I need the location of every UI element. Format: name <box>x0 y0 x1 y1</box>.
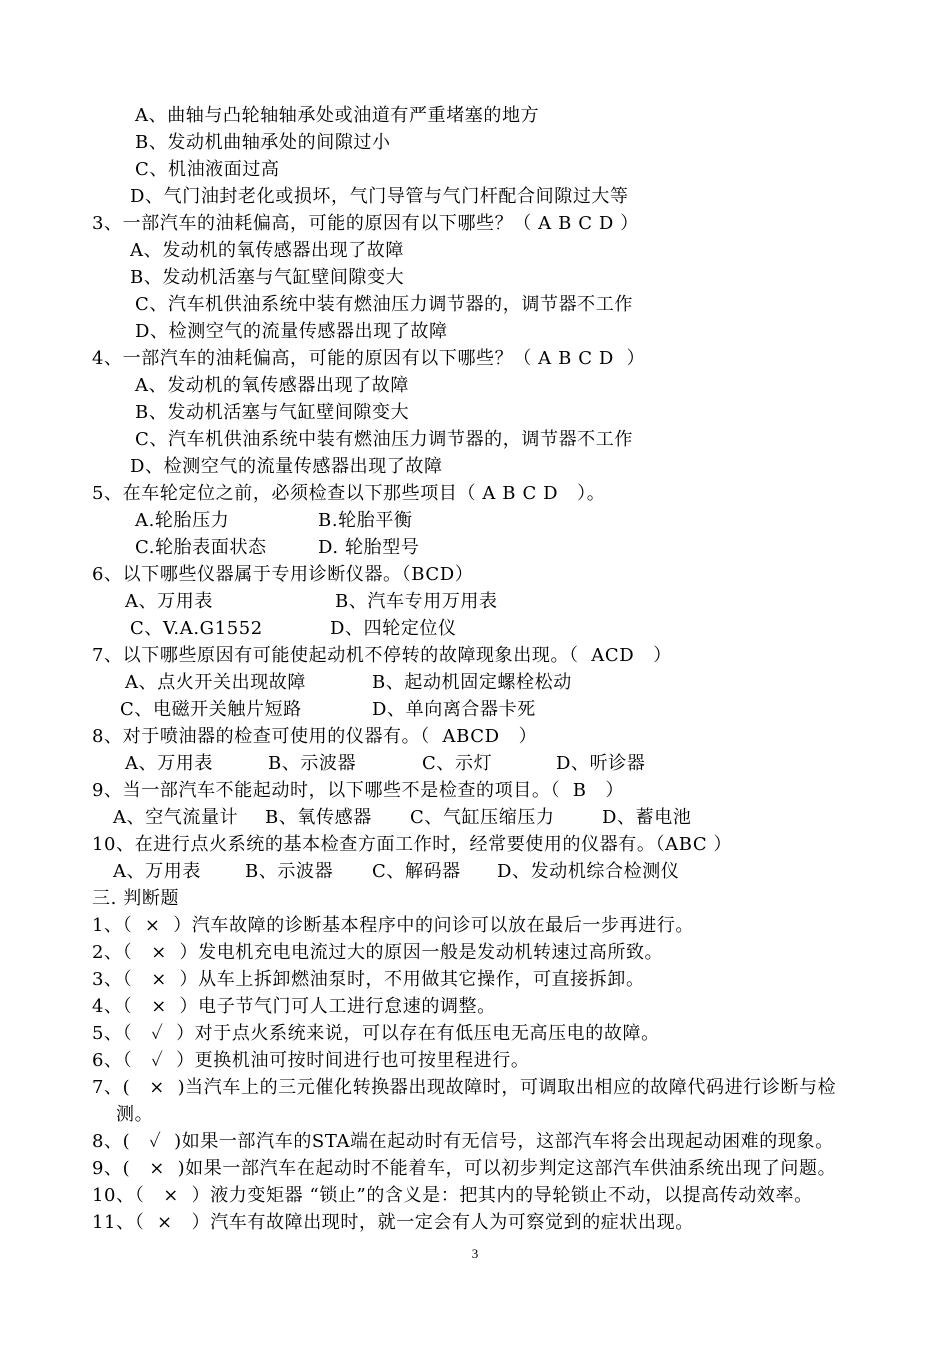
q9-option-d: D、蓄电池 <box>602 807 692 828</box>
judgment-item: 5、（ ✓ ）对于点火系统来说，可以存在有低压电无高压电的故障。 <box>92 1023 660 1044</box>
q5-option-d: D. 轮胎型号 <box>318 537 420 558</box>
judgment-item: 11、（ × ）汽车有故障出现时，就一定会有人为可察觉到的症状出现。 <box>92 1212 694 1233</box>
q8-option-d: D、听诊器 <box>556 753 646 774</box>
q2-option-d: D、气门油封老化或损坏，气门导管与气门杆配合间隙过大等 <box>130 186 629 207</box>
q6-option-c: C、V.A.G1552 <box>130 618 263 639</box>
q4-option-c: C、汽车机供油系统中装有燃油压力调节器的，调节器不工作 <box>135 429 633 450</box>
q5-question: 5、在车轮定位之前，必须检查以下那些项目（ A B C D ）。 <box>92 483 606 504</box>
page-number: 3 <box>471 1246 479 1261</box>
q3-option-b: B、发动机活塞与气缸壁间隙变大 <box>130 267 405 288</box>
q6-question: 6、以下哪些仪器属于专用诊断仪器。（BCD） <box>92 564 474 585</box>
q2-option-b: B、发动机曲轴承处的间隙过小 <box>135 132 391 153</box>
q9-question: 9、当一部汽车不能起动时，以下哪些不是检查的项目。（ B ） <box>92 780 625 801</box>
judgment-item: 10、（ × ）液力变矩器 “锁止”的含义是：把其内的导轮锁止不动，以提高传动效率。 <box>92 1185 813 1206</box>
q7-option-c: C、电磁开关触片短路 <box>120 699 302 720</box>
q6-option-a: A、万用表 <box>125 591 213 612</box>
q8-option-c: C、示灯 <box>422 753 493 774</box>
judgment-item: 6、（ ✓ ）更换机油可按时间进行也可按里程进行。 <box>92 1050 530 1071</box>
q4-option-a: A、发动机的氧传感器出现了故障 <box>135 375 409 396</box>
q9-option-b: B、氧传感器 <box>265 807 372 828</box>
q8-option-a: A、万用表 <box>125 753 213 774</box>
q4-question: 4、一部汽车的油耗偏高，可能的原因有以下哪些？（ A B C D ） <box>92 348 646 369</box>
q9-option-c: C、气缸压缩压力 <box>410 807 555 828</box>
q10-question: 10、在进行点火系统的基本检查方面工作时，经常要使用的仪器有。（ABC ） <box>92 834 733 855</box>
q10-option-b: B、示波器 <box>245 861 334 882</box>
q10-option-d: D、发动机综合检测仪 <box>497 861 680 882</box>
judgment-item: 1、（ × ）汽车故障的诊断基本程序中的问诊可以放在最后一步再进行。 <box>92 915 695 936</box>
q3-option-c: C、汽车机供油系统中装有燃油压力调节器的，调节器不工作 <box>135 294 633 315</box>
q7-option-a: A、点火开关出现故障 <box>125 672 306 693</box>
q5-option-c: C.轮胎表面状态 <box>135 537 267 558</box>
q6-option-b: B、汽车专用万用表 <box>335 591 498 612</box>
q3-option-a: A、发动机的氧传感器出现了故障 <box>130 240 404 261</box>
judgment-item: 8、( ✓ )如果一部汽车的STA端在起动时有无信号，这部汽车将会出现起动困难的现象。 <box>92 1131 834 1152</box>
q9-option-a: A、空气流量计 <box>113 807 239 828</box>
section-title: 三. 判断题 <box>92 888 180 909</box>
judgment-item-continuation: 测。 <box>116 1104 154 1125</box>
q6-option-d: D、四轮定位仪 <box>330 618 457 639</box>
q7-question: 7、以下哪些原因有可能使起动机不停转的故障现象出现。（ ACD ） <box>92 645 672 666</box>
q3-option-d: D、检测空气的流量传感器出现了故障 <box>135 321 448 342</box>
q3-question: 3、一部汽车的油耗偏高，可能的原因有以下哪些？（ A B C D ） <box>92 213 639 234</box>
q10-option-c: C、解码器 <box>372 861 461 882</box>
judgment-item: 2、（ × ）发电机充电电流过大的原因一般是发动机转速过高所致。 <box>92 942 664 963</box>
q4-option-d: D、检测空气的流量传感器出现了故障 <box>130 456 443 477</box>
q5-option-b: B.轮胎平衡 <box>318 510 413 531</box>
q5-option-a: A.轮胎压力 <box>135 510 230 531</box>
judgment-item: 4、（ × ）电子节气门可人工进行怠速的调整。 <box>92 996 496 1017</box>
q2-option-c: C、机油液面过高 <box>135 159 280 180</box>
judgment-item: 7、( × )当汽车上的三元催化转换器出现故障时，可调取出相应的故障代码进行诊断与检 <box>92 1077 837 1098</box>
q10-option-a: A、万用表 <box>113 861 201 882</box>
q7-option-b: B、起动机固定螺栓松动 <box>372 672 572 693</box>
q8-question: 8、对于喷油器的检查可使用的仪器有。（ ABCD ） <box>92 726 538 747</box>
q7-option-d: D、单向离合器卡死 <box>372 699 536 720</box>
q8-option-b: B、示波器 <box>268 753 357 774</box>
q2-option-a: A、曲轴与凸轮轴轴承处或油道有严重堵塞的地方 <box>135 105 540 126</box>
judgment-item: 9、( × )如果一部汽车在起动时不能着车，可以初步判定这部汽车供油系统出现了问题。 <box>92 1158 837 1179</box>
q4-option-b: B、发动机活塞与气缸壁间隙变大 <box>135 402 410 423</box>
judgment-item: 3、（ × ）从车上拆卸燃油泵时，不用做其它操作，可直接拆卸。 <box>92 969 645 990</box>
